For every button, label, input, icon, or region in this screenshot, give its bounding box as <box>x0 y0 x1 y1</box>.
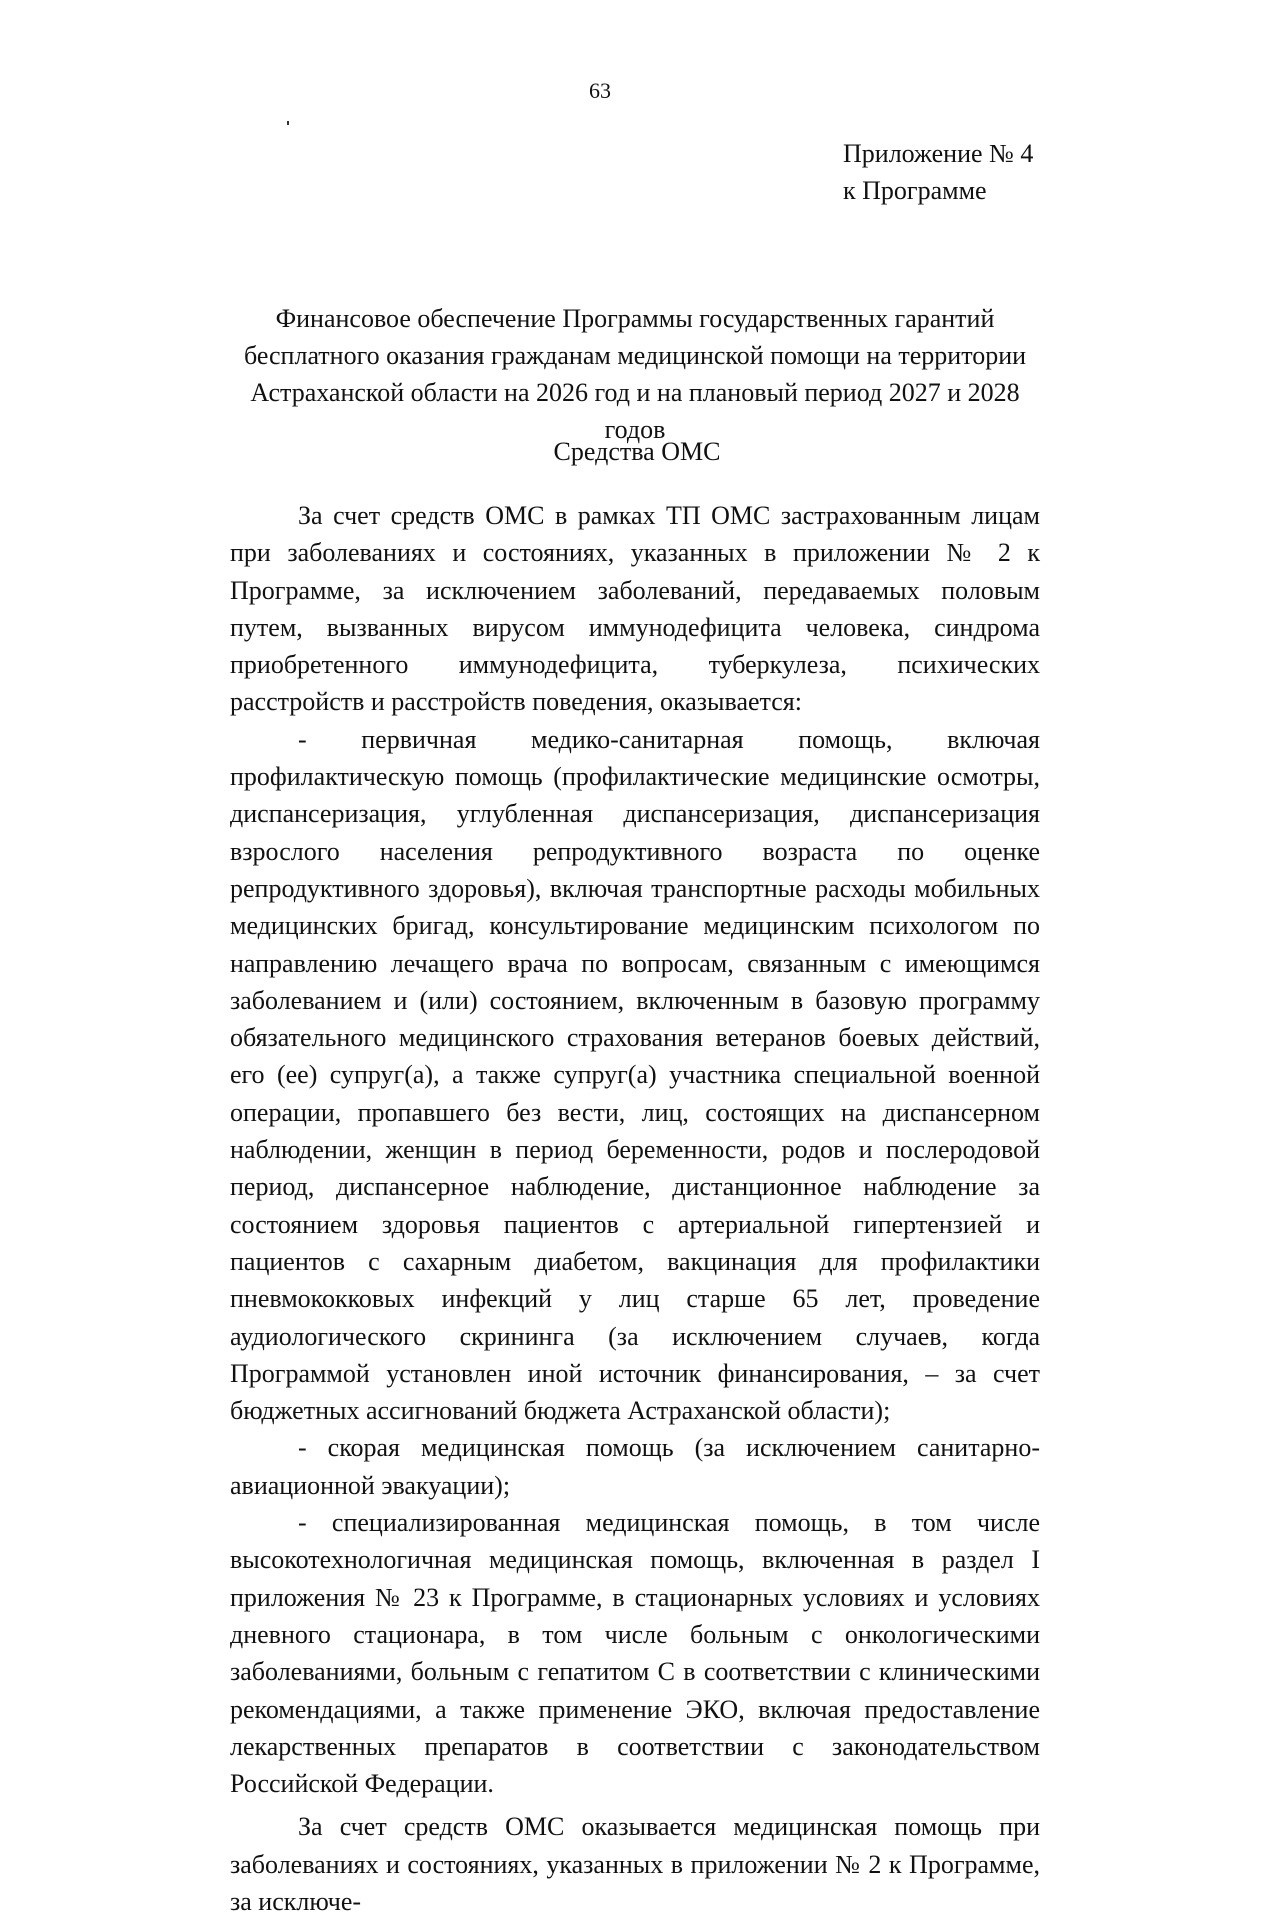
section-subtitle: Средства ОМС <box>553 437 721 466</box>
annex-line-1: Приложение № 4 <box>843 139 1034 168</box>
paragraph-specialized-care: - специализированная медицинская помощь, в том числе высокотехнологичная медицинская помощь, включенная в раздел I приложения № 23 к Программе, в стационарных условиях и условиях дневного стационара, в том числе больным с онкологическими заболеваниями, больным с гепатитом С в соответствии с клиническими рекомендациями, а также применение ЭКО, включая предоставление лекарственных препаратов в соответствии с законодательством Российской Федерации. <box>230 1508 1040 1799</box>
annex-line-2: к Программе <box>843 176 987 205</box>
document-title: Финансовое обеспечение Программы государственных гарантий бесплатного оказания гражданам медицинской помощи на территории Астраханской области на 2026 год и на плановый период 2027 и 2028 годов <box>243 304 1027 444</box>
paragraph-emergency-care: - скорая медицинская помощь (за исключением санитарно-авиационной эвакуации); <box>230 1433 1040 1500</box>
paragraph-continuation: За счет средств ОМС оказывается медицинская помощь при заболеваниях и состояниях, указанных в приложении № 2 к Программе, за исключе- <box>230 1812 1040 1916</box>
annex-reference <box>843 135 1033 209</box>
page-number: 63 <box>589 78 611 103</box>
paragraph-primary-care: - первичная медико-санитарная помощь, включая профилактическую помощь (профилактические медицинские осмотры, диспансеризация, углубленная диспансеризация, диспансеризация взрослого населения репродуктивного возраста по оценке репродуктивного здоровья), включая транспортные расходы мобильных медицинских бригад, консультирование медицинским психологом по направлению лечащего врача по вопросам, связанным с имеющимся заболеванием и (или) состоянием, включенным в базовую программу обязательного медицинского страхования ветеранов боевых действий, его (ее) супруг(а), а также супруг(а) участника специальной военной операции, пропавшего без вести, лиц, состоящих на диспансерном наблюдении, женщин в период беременности, родов и послеродовой период, диспансерное наблюдение, дистанционное наблюдение за состоянием здоровья пациентов с артериальной гипертензией и пациентов с сахарным диабетом, вакцинация для профилактики пневмококковых инфекций у лиц старше 65 лет, проведение аудиологического скрининга (за исключением случаев, когда Программой установлен иной источник финансирования, – за счет бюджетных ассигнований бюджета Астраханской области); <box>230 724 1040 1426</box>
document-body <box>230 497 1040 1920</box>
paragraph-intro: За счет средств ОМС в рамках ТП ОМС застрахованным лицам при заболеваниях и состояниях, указанных в приложении № 2 к Программе, за исключением заболеваний, передаваемых половым путем, вызванных вирусом иммунодефицита человека, синдрома приобретенного иммунодефицита, туберкулеза, психических расстройств и расстройств поведения, оказывается: <box>230 501 1040 717</box>
scan-speck <box>287 121 289 125</box>
